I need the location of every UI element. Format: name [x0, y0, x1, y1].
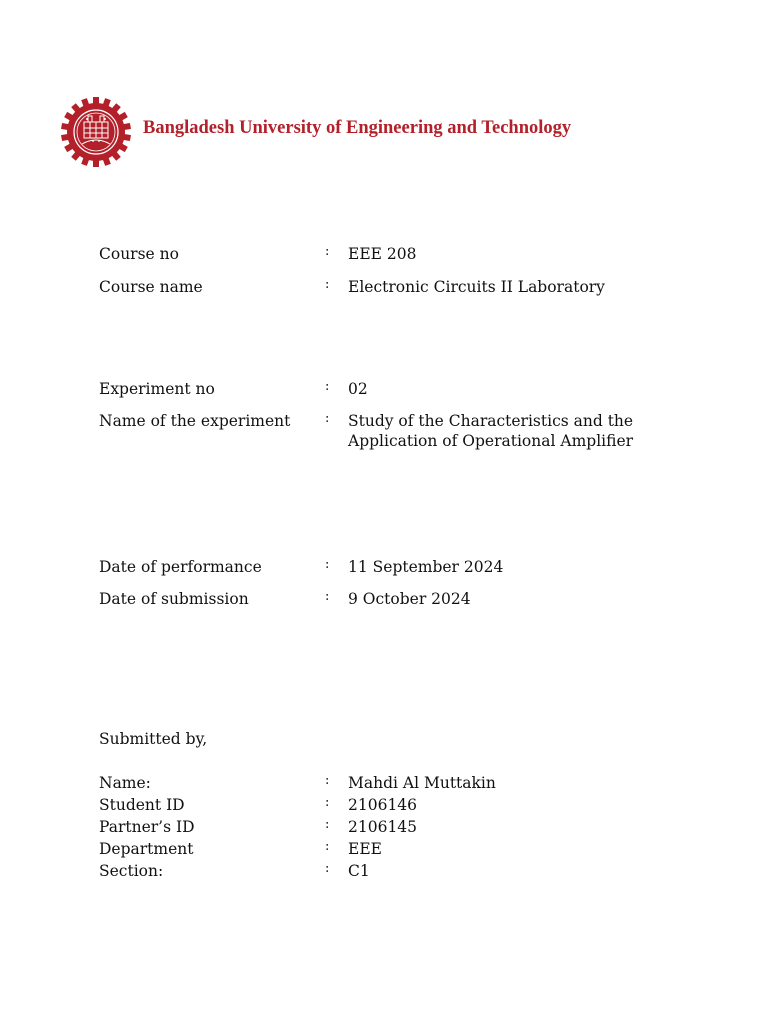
- separator-colon: :: [325, 557, 330, 572]
- name-label: Name:: [99, 774, 151, 792]
- experiment-no-label: Experiment no: [99, 380, 215, 398]
- date-of-submission-value: 9 October 2024: [348, 590, 471, 608]
- separator-colon: :: [325, 795, 330, 810]
- experiment-no-value: 02: [348, 380, 368, 398]
- separator-colon: :: [325, 773, 330, 788]
- experiment-name-value-line1: Study of the Characteristics and the: [348, 412, 634, 430]
- submitted-by-heading: Submitted by,: [99, 730, 208, 748]
- separator-colon: :: [325, 411, 330, 426]
- department-value: EEE: [348, 840, 382, 858]
- date-of-performance-value: 11 September 2024: [348, 558, 504, 576]
- separator-colon: :: [325, 861, 330, 876]
- student-id-label: Student ID: [99, 796, 185, 814]
- university-name: Bangladesh University of Engineering and Technology: [143, 118, 572, 138]
- section-value: C1: [348, 862, 370, 880]
- department-label: Department: [99, 840, 194, 858]
- separator-colon: :: [325, 589, 330, 604]
- course-name-label: Course name: [99, 278, 203, 296]
- student-id-value: 2106146: [348, 796, 418, 814]
- separator-colon: :: [325, 244, 330, 259]
- name-value: Mahdi Al Muttakin: [348, 774, 496, 792]
- date-of-submission-label: Date of submission: [99, 590, 249, 608]
- date-of-performance-label: Date of performance: [99, 558, 262, 576]
- course-no-label: Course no: [99, 245, 179, 263]
- separator-colon: :: [325, 817, 330, 832]
- experiment-name-value-line2: Application of Operational Amplifier: [348, 432, 634, 450]
- experiment-name-label: Name of the experiment: [99, 412, 291, 430]
- buet-gear-emblem-icon: [60, 96, 132, 168]
- university-header: [50, 88, 690, 176]
- partner-id-label: Partner’s ID: [99, 818, 195, 836]
- course-name-value: Electronic Circuits II Laboratory: [348, 278, 605, 296]
- separator-colon: :: [325, 839, 330, 854]
- course-no-value: EEE 208: [348, 245, 417, 263]
- partner-id-value: 2106145: [348, 818, 418, 836]
- separator-colon: :: [325, 277, 330, 292]
- separator-colon: :: [325, 379, 330, 394]
- section-label: Section:: [99, 862, 164, 880]
